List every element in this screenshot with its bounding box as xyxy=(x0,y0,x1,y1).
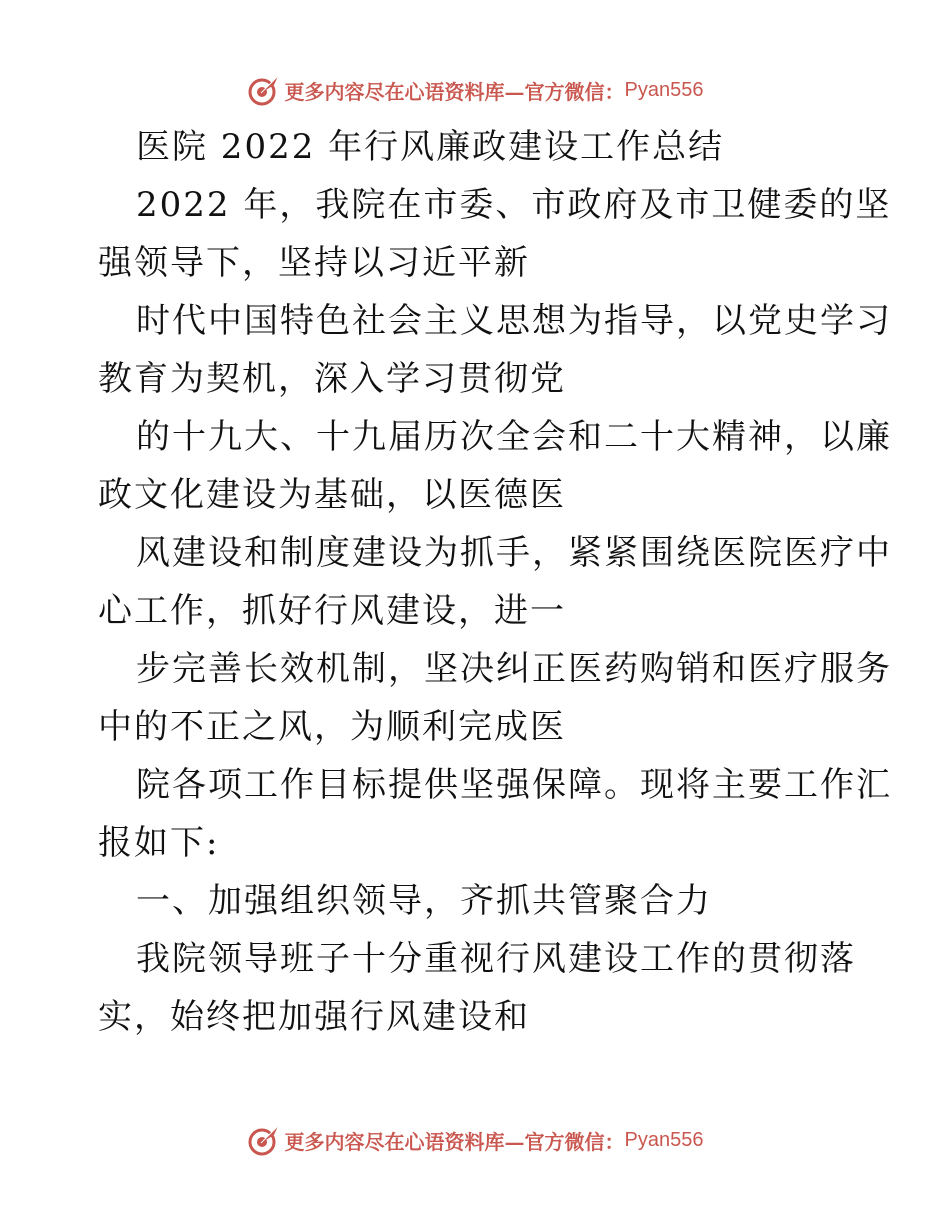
text-line: 我院领导班子十分重视行风建设工作的贯彻落 xyxy=(136,939,856,979)
text-line: 一、加强组织领导，齐抓共管聚合力 xyxy=(136,881,712,921)
quill-logo-icon xyxy=(247,73,281,107)
text-line: 医院 2022 年行风廉政建设工作总结 xyxy=(136,127,725,167)
text-line: 步完善长效机制，坚决纠正医药购销和医疗服务 xyxy=(136,649,892,689)
text-line: 的十九大、十九届历次全会和二十大精神，以廉 xyxy=(136,417,892,457)
text-line: 心工作，抓好行风建设，进一 xyxy=(98,591,566,631)
text-line: 中的不正之风，为顺利完成医 xyxy=(98,707,566,747)
text-line: 报如下: xyxy=(98,823,220,863)
watermark-text: 更多内容尽在心语资料库—官方微信： xyxy=(284,1129,625,1154)
text-line: 风建设和制度建设为抓手，紧紧围绕医院医疗中 xyxy=(136,533,892,573)
watermark-text: 更多内容尽在心语资料库—官方微信： xyxy=(284,79,625,104)
text-line: 院各项工作目标提供坚强保障。现将主要工作汇 xyxy=(136,765,892,805)
footer-watermark xyxy=(0,1120,950,1160)
document-body xyxy=(98,118,892,1046)
watermark-wechat-id: Pyan556 xyxy=(624,1128,704,1151)
text-line: 强领导下，坚持以习近平新 xyxy=(98,243,530,283)
text-line: 教育为契机，深入学习贯彻党 xyxy=(98,359,566,399)
text-line: 实，始终把加强行风建设和 xyxy=(98,997,530,1037)
header-watermark xyxy=(0,70,950,110)
text-line: 时代中国特色社会主义思想为指导，以党史学习 xyxy=(136,301,892,341)
text-line: 政文化建设为基础，以医德医 xyxy=(98,475,566,515)
quill-logo-icon xyxy=(247,1123,281,1157)
watermark-wechat-id: Pyan556 xyxy=(624,78,704,101)
text-line: 2022 年，我院在市委、市政府及市卫健委的坚 xyxy=(136,185,892,225)
